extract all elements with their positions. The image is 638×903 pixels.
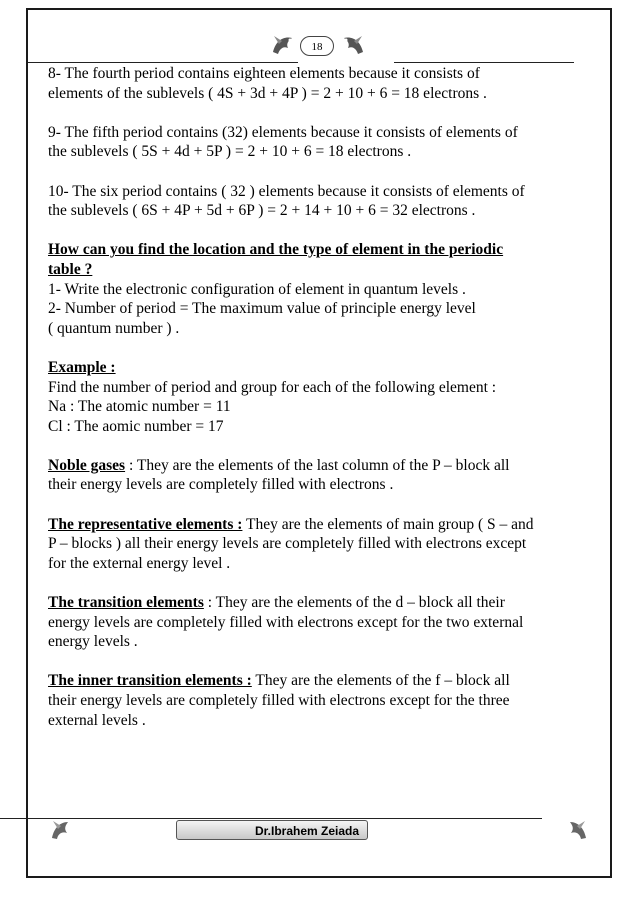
text-line: energy levels are completely filled with electrons except for the two external [48, 613, 524, 631]
definition-term: The transition elements [48, 594, 204, 612]
definition-term: The representative elements : [48, 515, 243, 533]
section-heading: table ? [48, 260, 93, 278]
paragraph-sixth-period [48, 182, 596, 221]
section-heading: How can you find the location and the type of element in the periodic [48, 241, 504, 259]
text-line: Cl : The aomic number = 17 [48, 417, 224, 435]
text-line: 10- The six period contains ( 32 ) elements because it consists of elements of [48, 182, 525, 200]
definition-noble-gases [48, 456, 596, 495]
page-number: 18 [300, 36, 334, 56]
text-line: external levels . [48, 711, 146, 729]
step-item: 1- Write the electronic configuration of element in quantum levels . [48, 280, 466, 298]
text-line: elements of the sublevels ( 4S + 3d + 4P ) = 2 + 10 + 6 = 18 electrons . [48, 84, 487, 102]
step-item: ( quantum number ) . [48, 319, 180, 337]
text-line: P – blocks ) all their energy levels are completely filled with electrons except [48, 535, 527, 553]
header-rule-right [394, 62, 574, 63]
text-line: their energy levels are completely filled with electrons . [48, 476, 394, 494]
dragon-ornament-icon [48, 816, 76, 842]
definition-inner-transition [48, 671, 596, 730]
definition-text: : They are the elements of the last column of the P – block all [125, 456, 510, 474]
definition-text: They are the elements of the f – block all [251, 672, 510, 690]
text-line: for the external energy level . [48, 554, 231, 572]
dragon-ornament-icon [270, 32, 298, 58]
example-heading: Example : [48, 358, 116, 376]
step-item: 2- Number of period = The maximum value of principle energy level [48, 300, 476, 318]
paragraph-fourth-period [48, 64, 596, 103]
definition-text: They are the elements of main group ( S – and [242, 515, 534, 533]
text-line: Na : The atomic number = 11 [48, 398, 231, 416]
header-rule-left [28, 62, 298, 63]
dragon-ornament-icon [562, 816, 590, 842]
text-line: their energy levels are completely filled with electrons except for the three [48, 692, 510, 709]
definition-term: The inner transition elements : [48, 672, 252, 690]
text-line: the sublevels ( 6S + 4P + 5d + 6P ) = 2 + 14 + 10 + 6 = 32 electrons . [48, 202, 476, 220]
text-line: 9- The fifth period contains (32) elements because it consists of elements of [48, 123, 518, 141]
dragon-ornament-icon [338, 32, 366, 58]
example-section [48, 358, 596, 436]
text-line: the sublevels ( 5S + 4d + 5P ) = 2 + 10 + 6 = 18 electrons . [48, 143, 412, 161]
definition-term: Noble gases [48, 456, 126, 474]
footer-rule [0, 818, 542, 819]
text-line: Find the number of period and group for each of the following element : [48, 378, 497, 396]
definition-transition [48, 593, 596, 652]
page-content [48, 64, 596, 750]
paragraph-fifth-period [48, 123, 596, 162]
text-line: energy levels . [48, 633, 138, 651]
location-section [48, 240, 596, 338]
definition-text: : They are the elements of the d – block all their [203, 594, 505, 612]
author-label: Dr.Ibrahem Zeiada [176, 820, 368, 840]
definition-representative [48, 515, 596, 574]
text-line: 8- The fourth period contains eighteen elements because it consists of [48, 65, 480, 82]
